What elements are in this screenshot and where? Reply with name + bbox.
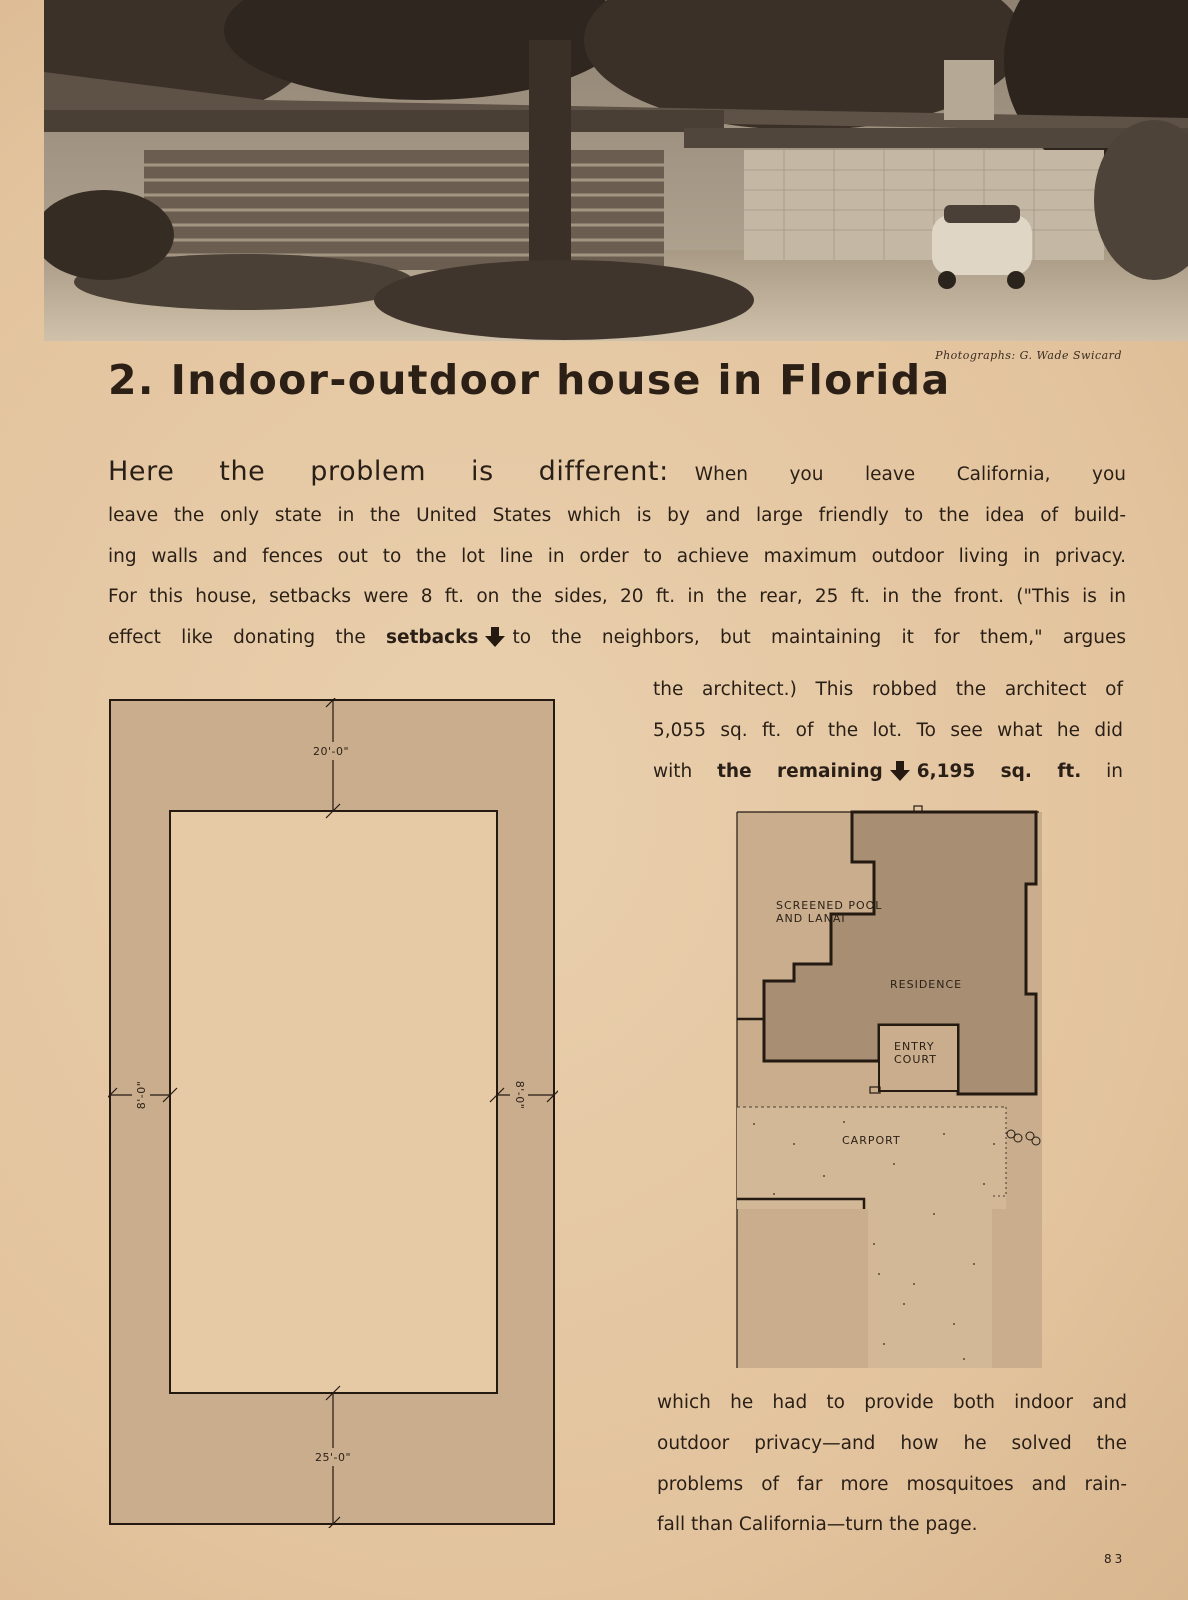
intro-line-text: to the neighbors, but maintaining it for them," argues — [512, 627, 1126, 649]
intro-line: ing walls and fences out to the lot line in order to achieve maximum outdoor living in privacy. — [108, 545, 1126, 567]
area-bold: 6,195 sq. ft. — [916, 760, 1082, 782]
right-line: the architect.) This robbed the architect of — [653, 679, 1123, 700]
intro-line — [108, 452, 1126, 496]
setback-diagram — [108, 698, 558, 1528]
left-dimension-label: 8'-0" — [135, 1080, 148, 1110]
lead-heading: Here the problem is different: — [108, 456, 669, 487]
intro-line-text: When you leave California, you — [694, 464, 1126, 485]
right-line-text: with — [653, 760, 693, 782]
right-line: 5,055 sq. ft. of the lot. To see what he did — [653, 719, 1123, 741]
intro-paragraph — [108, 452, 1126, 659]
carport-label: CARPORT — [842, 1134, 901, 1147]
pool-label-line2: AND LANAI — [776, 912, 846, 925]
closing-line: outdoor privacy—and how he solved the — [657, 1432, 1127, 1454]
arrow-down-icon — [484, 626, 506, 648]
rear-dimension-label: 20'-0" — [312, 745, 350, 758]
page-number: 83 — [1104, 1552, 1126, 1566]
setbacks-bold: setbacks — [386, 627, 479, 649]
article-title: 2. Indoor-outdoor house in Florida — [108, 356, 951, 404]
right-line-text: in — [1106, 760, 1123, 782]
right-line — [653, 752, 1123, 793]
closing-line: problems of far more mosquitoes and rain- — [657, 1473, 1127, 1495]
intro-line — [108, 618, 1126, 659]
site-plan-diagram — [734, 804, 1054, 1374]
photo-credit: Photographs: G. Wade Swicard — [935, 349, 1122, 362]
entry-label-line2: COURT — [894, 1053, 937, 1066]
intro-line: leave the only state in the United States which is by and large friendly to the idea of build- — [108, 504, 1126, 526]
front-dimension-label: 25'-0" — [314, 1451, 352, 1464]
closing-line: fall than California—turn the page. — [657, 1514, 978, 1536]
intro-line-text: effect like donating the — [108, 627, 366, 649]
entry-label-line1: ENTRY — [894, 1040, 935, 1053]
remaining-bold: the remaining — [717, 760, 883, 782]
arrow-down-icon — [889, 760, 911, 782]
residence-label: RESIDENCE — [890, 978, 963, 991]
right-dimension-label: 8'-0" — [513, 1080, 526, 1110]
intro-line: For this house, setbacks were 8 ft. on the sides, 20 ft. in the rear, 25 ft. in the front. ("This is in — [108, 586, 1126, 608]
pool-label-line1: SCREENED POOL — [776, 899, 883, 912]
buildable-area — [170, 811, 497, 1393]
closing-line: which he had to provide both indoor and — [657, 1392, 1127, 1413]
right-column-text — [653, 670, 1123, 792]
closing-paragraph — [657, 1383, 1127, 1546]
house-photograph — [44, 0, 1188, 341]
